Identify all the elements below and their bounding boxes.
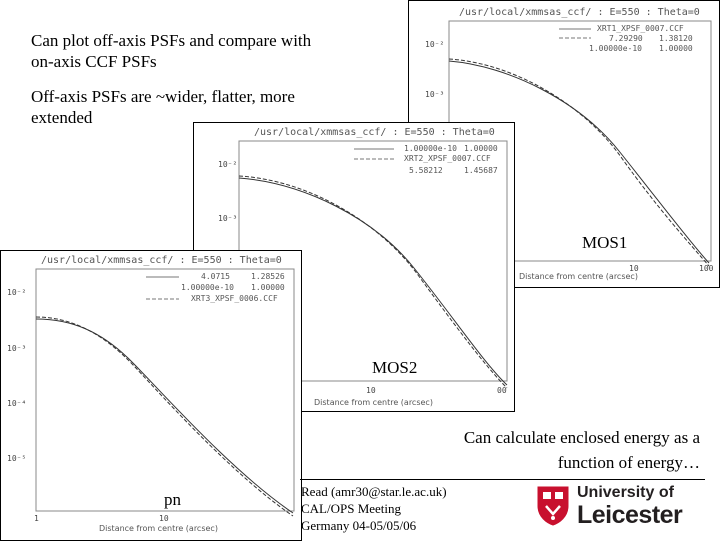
mos2-label: MOS2 [372,358,418,377]
footer-text [301,483,501,534]
pn-xtick-2: 10 [159,514,169,523]
pn-ytick-4: 10⁻⁵ [7,454,27,463]
mos1-legend-p1-b: 1.00000e-10 [589,44,642,53]
pn-legend-name: XRT3_XPSF_0006.CCF [191,294,278,303]
mos2-xtick-1: 10 [366,386,376,395]
mos2-plot-title: /usr/local/xmmsas_ccf/ : E=550 : Theta=0 [254,127,495,138]
university-logo-line-2: Leicester [577,501,683,529]
mos2-legend-p1-a: 1.00000e-10 [404,144,457,153]
description-line-1: Off-axis PSFs are ~wider, flatter, more [31,87,295,106]
pn-legend-p1-a: 4.0715 [201,272,230,281]
pn-label: pn [164,490,181,509]
pn-legend-p2-b: 1.00000 [251,283,285,292]
mos1-legend-p2-a: 1.38120 [659,34,693,43]
pn-curve-solid [36,319,293,513]
footer-meeting: CAL/OPS Meeting [301,501,402,516]
mos2-legend-p2-a: 1.00000 [464,144,498,153]
pn-ytick-3: 10⁻⁴ [7,399,27,408]
mos2-legend-name: XRT2_XPSF_0007.CCF [404,154,491,163]
mos2-legend-p2-b: 1.45687 [464,166,498,175]
mos1-legend-name: XRT1_XPSF_0007.CCF [597,24,684,33]
pn-plot-canvas [1,251,301,540]
pn-xtick-1: 1 [34,514,39,523]
mos2-xlabel: Distance from centre (arcsec) [314,398,433,407]
footer-divider [300,479,705,480]
mos1-ytick-2: 10⁻³ [425,90,445,99]
mos2-legend-p1-b: 5.58212 [409,166,443,175]
enclosed-energy-text [390,425,700,475]
footer-author: Read (amr30@star.le.ac.uk) [301,484,447,499]
mos2-xtick-2: 00 [497,386,507,395]
pn-xlabel: Distance from centre (arcsec) [99,524,218,533]
university-logo [535,484,715,530]
mos1-legend-p1-a: 7.29290 [609,34,643,43]
university-logo-line-1: University of [577,484,674,501]
footer-location-date: Germany 04-05/05/06 [301,518,417,533]
pn-ytick-2: 10⁻³ [7,344,27,353]
enclosed-energy-line-1: Can calculate enclosed energy as a [463,428,700,447]
pn-ytick-1: 10⁻² [7,288,27,297]
mos1-legend-p2-b: 1.00000 [659,44,693,53]
pn-legend-p2-a: 1.28526 [251,272,285,281]
mos1-ytick-1: 10⁻² [425,40,445,49]
mos2-ytick-1: 10⁻² [218,160,238,169]
pn-legend-p1-b: 1.00000e-10 [181,283,234,292]
enclosed-energy-line-2: function of energy… [557,453,700,472]
mos1-label: MOS1 [582,233,628,252]
intro-line-1: Can plot off-axis PSFs and compare with [31,31,312,50]
intro-text [31,30,391,72]
mos1-plot-title: /usr/local/xmmsas_ccf/ : E=550 : Theta=0 [459,7,700,18]
university-crest-icon [535,484,571,526]
pn-plot-frame [36,269,294,511]
pn-curve-dashed [36,317,293,516]
mos1-xtick-2: 100 [699,264,714,273]
pn-psf-plot [0,250,302,541]
pn-plot-title: /usr/local/xmmsas_ccf/ : E=550 : Theta=0 [41,255,282,266]
intro-line-2: on-axis CCF PSFs [31,52,157,71]
description-line-2: extended [31,108,93,127]
mos2-ytick-2: 10⁻³ [218,214,238,223]
mos1-xlabel: Distance from centre (arcsec) [519,272,638,281]
mos1-xtick-1: 10 [629,264,639,273]
